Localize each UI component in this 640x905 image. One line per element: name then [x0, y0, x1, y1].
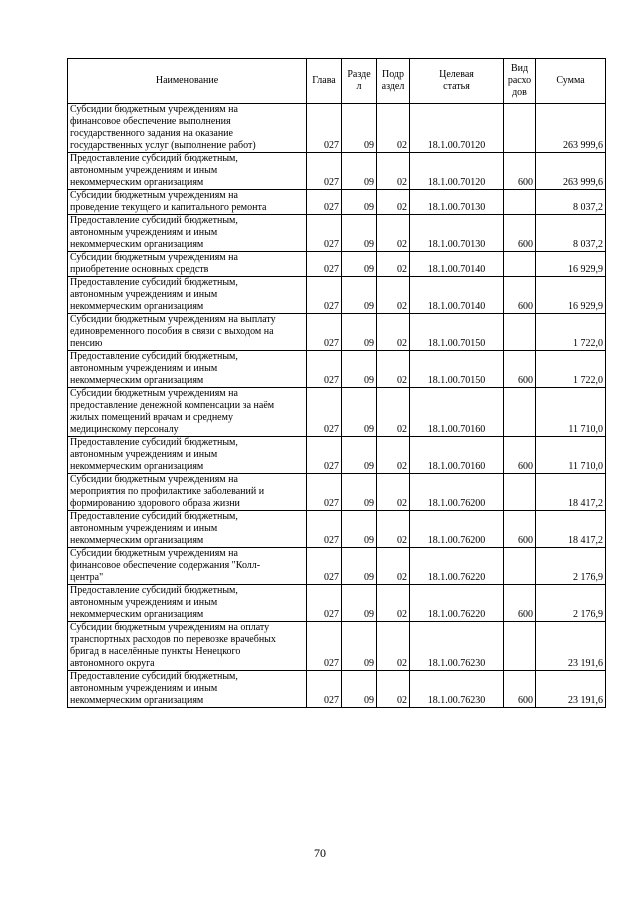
cell-summa: 1 722,0	[536, 314, 606, 351]
cell-podrazdel: 02	[377, 104, 410, 153]
cell-razdel: 09	[342, 388, 377, 437]
cell-statya: 18.1.00.76220	[410, 585, 504, 622]
cell-name: Субсидии бюджетным учреждениям на проведение текущего и капитального ремонта	[68, 190, 307, 215]
cell-vid: 600	[504, 437, 536, 474]
cell-vid	[504, 104, 536, 153]
table-row	[68, 215, 606, 252]
table-row	[68, 351, 606, 388]
cell-name: Субсидии бюджетным учреждениям на выплату единовременного пособия в связи с выходом на пенсию	[68, 314, 307, 351]
cell-statya: 18.1.00.70150	[410, 314, 504, 351]
cell-glava: 027	[307, 252, 342, 277]
table-row	[68, 153, 606, 190]
cell-podrazdel: 02	[377, 474, 410, 511]
cell-statya: 18.1.00.70120	[410, 153, 504, 190]
cell-razdel: 09	[342, 511, 377, 548]
cell-statya: 18.1.00.76220	[410, 548, 504, 585]
cell-glava: 027	[307, 190, 342, 215]
page-number: 70	[314, 846, 326, 860]
cell-glava: 027	[307, 277, 342, 314]
cell-razdel: 09	[342, 104, 377, 153]
cell-vid	[504, 622, 536, 671]
cell-glava: 027	[307, 511, 342, 548]
cell-razdel: 09	[342, 314, 377, 351]
cell-vid: 600	[504, 671, 536, 708]
cell-statya: 18.1.00.70120	[410, 104, 504, 153]
cell-podrazdel: 02	[377, 190, 410, 215]
cell-vid: 600	[504, 215, 536, 252]
cell-razdel: 09	[342, 622, 377, 671]
cell-summa: 11 710,0	[536, 388, 606, 437]
cell-name: Субсидии бюджетным учреждениям на мероприятия по профилактике заболеваний и формированию здорового образа жизни	[68, 474, 307, 511]
cell-summa: 8 037,2	[536, 215, 606, 252]
cell-podrazdel: 02	[377, 388, 410, 437]
table-row	[68, 548, 606, 585]
cell-name: Предоставление субсидий бюджетным, автономным учреждениям и иным некоммерческим организациям	[68, 277, 307, 314]
cell-statya: 18.1.00.70150	[410, 351, 504, 388]
header-razdel: Разде л	[342, 59, 377, 104]
cell-vid: 600	[504, 153, 536, 190]
cell-glava: 027	[307, 351, 342, 388]
header-name: Наименование	[68, 59, 307, 104]
cell-summa: 11 710,0	[536, 437, 606, 474]
cell-name: Предоставление субсидий бюджетным, автономным учреждениям и иным некоммерческим организациям	[68, 153, 307, 190]
cell-glava: 027	[307, 437, 342, 474]
cell-podrazdel: 02	[377, 252, 410, 277]
cell-statya: 18.1.00.76200	[410, 511, 504, 548]
cell-summa: 23 191,6	[536, 622, 606, 671]
cell-glava: 027	[307, 622, 342, 671]
table-row	[68, 437, 606, 474]
cell-razdel: 09	[342, 474, 377, 511]
cell-name: Предоставление субсидий бюджетным, автономным учреждениям и иным некоммерческим организациям	[68, 351, 307, 388]
cell-razdel: 09	[342, 548, 377, 585]
header-podrazdel: Подр аздел	[377, 59, 410, 104]
cell-name: Предоставление субсидий бюджетным, автономным учреждениям и иным некоммерческим организациям	[68, 585, 307, 622]
cell-vid	[504, 474, 536, 511]
cell-summa: 18 417,2	[536, 511, 606, 548]
table-row	[68, 511, 606, 548]
cell-glava: 027	[307, 388, 342, 437]
cell-name: Субсидии бюджетным учреждениям на оплату транспортных расходов по перевозке врачебных бригад в населённые пункты Ненецкого автономного округа	[68, 622, 307, 671]
cell-razdel: 09	[342, 215, 377, 252]
cell-vid	[504, 548, 536, 585]
cell-vid: 600	[504, 511, 536, 548]
cell-razdel: 09	[342, 252, 377, 277]
table-body	[68, 104, 606, 708]
header-vid: Вид расхо дов	[504, 59, 536, 104]
table-row	[68, 671, 606, 708]
cell-podrazdel: 02	[377, 215, 410, 252]
cell-glava: 027	[307, 215, 342, 252]
table-row	[68, 314, 606, 351]
table-row	[68, 474, 606, 511]
cell-vid	[504, 314, 536, 351]
cell-summa: 16 929,9	[536, 277, 606, 314]
table-header-row	[68, 59, 606, 104]
table-row	[68, 104, 606, 153]
cell-summa: 16 929,9	[536, 252, 606, 277]
cell-statya: 18.1.00.70140	[410, 252, 504, 277]
cell-glava: 027	[307, 314, 342, 351]
cell-razdel: 09	[342, 153, 377, 190]
cell-name: Предоставление субсидий бюджетным, автономным учреждениям и иным некоммерческим организациям	[68, 671, 307, 708]
cell-name: Субсидии бюджетным учреждениям на приобретение основных средств	[68, 252, 307, 277]
cell-podrazdel: 02	[377, 277, 410, 314]
cell-statya: 18.1.00.70130	[410, 190, 504, 215]
header-summa: Сумма	[536, 59, 606, 104]
table-row	[68, 622, 606, 671]
cell-statya: 18.1.00.76230	[410, 622, 504, 671]
cell-razdel: 09	[342, 351, 377, 388]
cell-glava: 027	[307, 585, 342, 622]
header-glava: Глава	[307, 59, 342, 104]
cell-glava: 027	[307, 153, 342, 190]
cell-glava: 027	[307, 474, 342, 511]
header-statya: Целевая статья	[410, 59, 504, 104]
cell-podrazdel: 02	[377, 622, 410, 671]
cell-summa: 2 176,9	[536, 548, 606, 585]
cell-glava: 027	[307, 548, 342, 585]
cell-name: Субсидии бюджетным учреждениям на финансовое обеспечение содержания "Колл- центра"	[68, 548, 307, 585]
cell-name: Субсидии бюджетным учреждениям на финансовое обеспечение выполнения государственного задания на оказание государственных услуг (выполнение работ)	[68, 104, 307, 153]
cell-glava: 027	[307, 104, 342, 153]
cell-statya: 18.1.00.70160	[410, 388, 504, 437]
cell-razdel: 09	[342, 437, 377, 474]
budget-table	[67, 58, 606, 708]
cell-summa: 1 722,0	[536, 351, 606, 388]
table-row	[68, 190, 606, 215]
cell-statya: 18.1.00.76230	[410, 671, 504, 708]
cell-summa: 263 999,6	[536, 153, 606, 190]
cell-podrazdel: 02	[377, 153, 410, 190]
cell-vid	[504, 252, 536, 277]
cell-statya: 18.1.00.70130	[410, 215, 504, 252]
cell-summa: 263 999,6	[536, 104, 606, 153]
cell-name: Предоставление субсидий бюджетным, автономным учреждениям и иным некоммерческим организациям	[68, 437, 307, 474]
cell-vid	[504, 388, 536, 437]
cell-razdel: 09	[342, 671, 377, 708]
cell-podrazdel: 02	[377, 437, 410, 474]
cell-podrazdel: 02	[377, 671, 410, 708]
cell-razdel: 09	[342, 277, 377, 314]
cell-name: Субсидии бюджетным учреждениям на предоставление денежной компенсации за наём жилых помещений врачам и среднему медицинскому персоналу	[68, 388, 307, 437]
table-row	[68, 585, 606, 622]
cell-razdel: 09	[342, 585, 377, 622]
cell-vid: 600	[504, 585, 536, 622]
cell-podrazdel: 02	[377, 351, 410, 388]
cell-statya: 18.1.00.70160	[410, 437, 504, 474]
cell-podrazdel: 02	[377, 585, 410, 622]
cell-name: Предоставление субсидий бюджетным, автономным учреждениям и иным некоммерческим организациям	[68, 215, 307, 252]
cell-summa: 18 417,2	[536, 474, 606, 511]
table-row	[68, 388, 606, 437]
cell-summa: 23 191,6	[536, 671, 606, 708]
cell-statya: 18.1.00.70140	[410, 277, 504, 314]
table-row	[68, 252, 606, 277]
cell-summa: 2 176,9	[536, 585, 606, 622]
cell-summa: 8 037,2	[536, 190, 606, 215]
table-row	[68, 277, 606, 314]
cell-vid	[504, 190, 536, 215]
cell-podrazdel: 02	[377, 511, 410, 548]
cell-statya: 18.1.00.76200	[410, 474, 504, 511]
cell-glava: 027	[307, 671, 342, 708]
cell-name: Предоставление субсидий бюджетным, автономным учреждениям и иным некоммерческим организациям	[68, 511, 307, 548]
cell-vid: 600	[504, 277, 536, 314]
cell-vid: 600	[504, 351, 536, 388]
cell-razdel: 09	[342, 190, 377, 215]
cell-podrazdel: 02	[377, 548, 410, 585]
cell-podrazdel: 02	[377, 314, 410, 351]
